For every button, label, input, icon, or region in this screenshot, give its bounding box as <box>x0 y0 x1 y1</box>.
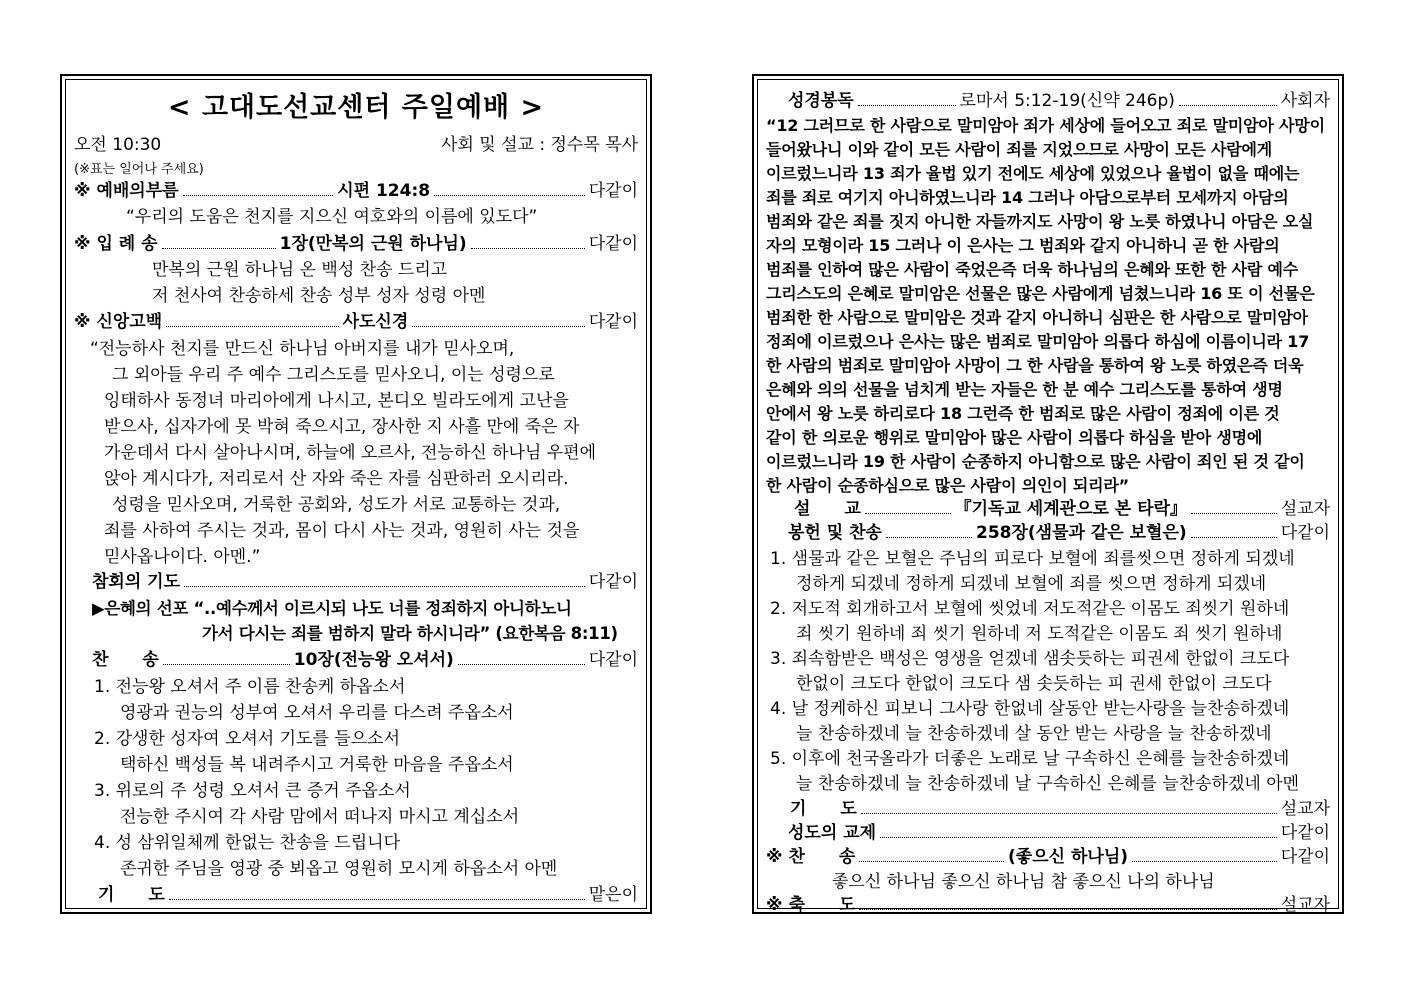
leader-dots <box>412 326 584 327</box>
hymn-verse: 영광과 권능의 성부여 오셔서 우리를 다스려 주옵소서 <box>120 703 514 723</box>
leader-dots <box>859 861 1004 862</box>
call-to-worship-text: “우리의 도움은 천지를 지으신 여호와의 이름에 있도다” <box>126 207 538 227</box>
closing-hymn-title: (좋으신 하나님) <box>1008 847 1129 867</box>
repentance-prayer-who: 다같이 <box>588 572 638 592</box>
call-to-worship-ref: 시편 124:8 <box>337 181 431 201</box>
leader-dots <box>169 899 585 900</box>
leader-dots <box>865 513 951 514</box>
scripture-line: 이르렀느니라 13 죄가 율법 있기 전에도 세상에 있었으나 율법이 없을 때에는 <box>766 164 1300 183</box>
leader-dots <box>880 837 1277 838</box>
prayer-who: 맡은이 <box>588 885 638 905</box>
leader-dots <box>1191 537 1277 538</box>
creed-title: 사도신경 <box>342 312 409 332</box>
standing-note: (※표는 일어나 주세요) <box>74 162 204 177</box>
offering-hymn-verse: 4. 날 정케하신 피보니 그사랑 한없네 살동안 받는사랑을 늘찬송하겠네 <box>770 699 1290 719</box>
offering-hymn-verse: 1. 샘물과 같은 보혈은 주님의 피로다 보혈에 죄를씻으면 정하게 되겠네 <box>770 549 1295 569</box>
prayer-row <box>766 798 1330 820</box>
creed-who: 다같이 <box>588 312 638 332</box>
sermon-row <box>766 498 1330 520</box>
offering-hymn-verse: 늘 찬송하겠네 늘 찬송하겠네 날 구속하신 은혜를 늘찬송하겠네 아멘 <box>796 774 1300 794</box>
scripture-line: 그리스도의 은혜로 말미암은 선물은 많은 사람에게 넘쳤느니라 16 또 이 선물은 <box>766 284 1315 303</box>
hymn-who: 다같이 <box>588 650 638 670</box>
offering-hymn-verse: 죄 씻기 원하네 죄 씻기 원하네 저 도적같은 이몸도 죄 씻기 원하네 <box>796 624 1283 644</box>
prayer-row <box>74 884 638 906</box>
scripture-line: 범죄를 인하여 많은 사람이 죽었은즉 더욱 하나님의 은혜와 또한 한 사람 예수 <box>766 260 1299 279</box>
offering-who: 다같이 <box>1280 523 1330 543</box>
leader-dots <box>1132 861 1277 862</box>
left-bulletin-page <box>60 74 652 914</box>
prayer-label: 기 도 <box>98 885 165 905</box>
benediction-row <box>766 894 1330 916</box>
creed-line: 가운데서 다시 살아나시며, 하늘에 오르사, 전능하신 하나님 우편에 <box>104 443 597 463</box>
service-leader: 사회 및 설교 : 정수목 목사 <box>441 135 638 155</box>
hymn-verse: 3. 위로의 주 성령 오셔서 큰 증거 주옵소서 <box>94 781 411 801</box>
offering-label: 봉헌 및 찬송 <box>788 523 882 543</box>
leader-dots <box>886 537 972 538</box>
leader-dots <box>471 248 585 249</box>
offering-hymn-verse: 3. 죄속함받은 백성은 영생을 얻겠네 샘솟듯하는 피권세 한없이 크도다 <box>770 649 1290 669</box>
fellowship-who: 다같이 <box>1280 823 1330 843</box>
scripture-line: 자의 모형이라 15 그러나 이 은사는 그 범죄와 같지 아니하니 곧 한 사람의 <box>766 236 1280 255</box>
grace-declaration-line1: ▶은혜의 선포 “..예수께서 이르시되 나도 너를 정죄하지 아니하노니 <box>92 599 572 618</box>
scripture-line: 한 사람이 순종하심으로 많은 사람이 의인이 되리라” <box>766 476 1129 495</box>
entrance-hymn-row <box>74 233 638 255</box>
hymn-label: 찬 송 <box>92 650 159 670</box>
call-to-worship-label: ※ 예배의부름 <box>74 181 179 201</box>
repentance-prayer-row <box>74 571 638 593</box>
prayer-label: 기 도 <box>790 799 857 819</box>
creed-line: 성령을 믿사오며, 거룩한 공회와, 성도가 서로 교통하는 것과, <box>112 495 561 515</box>
closing-hymn-row <box>766 846 1330 868</box>
scripture-reading-label: 성경봉독 <box>788 91 854 111</box>
scripture-reading-ref: 로마서 5:12-19(신약 246p) <box>959 91 1175 111</box>
entrance-hymn-label: ※ 입 례 송 <box>74 234 158 254</box>
sermon-who: 설교자 <box>1280 499 1331 519</box>
leader-dots <box>434 195 585 196</box>
closing-hymn-line: 좋으신 하나님 좋으신 하나님 참 좋으신 나의 하나님 <box>832 872 1215 892</box>
leader-dots <box>163 664 290 665</box>
call-to-worship-row <box>74 180 638 202</box>
leader-dots <box>183 195 334 196</box>
scripture-reading-row <box>766 90 1330 112</box>
grace-declaration-line2: 가서 다시는 죄를 범하지 말라 하시니라” (요한복음 8:11) <box>202 624 618 643</box>
hymn-row <box>74 649 638 671</box>
creed-line: 믿사옵나이다. 아멘.” <box>104 547 261 567</box>
creed-line: “전능하사 천지를 만드신 하나님 아버지를 내가 믿사오며, <box>90 339 515 359</box>
entrance-hymn-title: 1장(만복의 근원 하나님) <box>279 234 467 254</box>
offering-hymn-title: 258장(샘물과 같은 보혈은) <box>976 523 1187 543</box>
entrance-hymn-who: 다같이 <box>588 234 639 254</box>
hymn-title: 10장(전능왕 오셔서) <box>293 650 454 670</box>
scripture-line: 죄를 죄로 여기지 아니하였느니라 14 그러나 아담으로부터 모세까지 아담의 <box>766 188 1289 207</box>
hymn-verse: 4. 성 삼위일체께 한없는 찬송을 드립니다 <box>94 833 400 853</box>
service-info-row <box>74 134 638 156</box>
leader-dots <box>1179 105 1277 106</box>
entrance-hymn-line: 만복의 근원 하나님 온 백성 찬송 드리고 <box>152 260 448 280</box>
hymn-verse: 2. 강생한 성자여 오셔서 기도를 들으소서 <box>94 729 400 749</box>
leader-dots <box>166 326 338 327</box>
creed-line: 죄를 사하여 주시는 것과, 몸이 다시 사는 것과, 영원히 사는 것을 <box>104 521 580 541</box>
call-to-worship-who: 다같이 <box>588 181 639 201</box>
creed-line: 잉태하사 동정녀 마리아에게 나시고, 본디오 빌라도에게 고난을 <box>104 391 569 411</box>
prayer-who: 설교자 <box>1280 799 1330 819</box>
hymn-verse: 존귀한 주님을 영광 중 뵈옵고 영원히 모시게 하옵소서 아멘 <box>120 859 558 879</box>
hymn-verse: 전능한 주시여 각 사람 맘에서 떠나지 마시고 계십소서 <box>120 807 520 827</box>
service-time: 오전 10:30 <box>74 135 162 155</box>
offering-hymn-verse: 늘 찬송하겠네 늘 찬송하겠네 살 동안 받는 사랑을 늘 찬송하겠네 <box>796 724 1272 744</box>
creed-row <box>74 311 638 333</box>
entrance-hymn-line: 저 천사여 찬송하세 찬송 성부 성자 성령 아멘 <box>152 286 486 306</box>
scripture-line: 정죄에 이르렀으나 은사는 많은 범죄로 말미암아 의롭다 하심에 이름이니라 17 <box>766 332 1310 351</box>
hymn-verse: 택하신 백성들 복 내려주시고 거룩한 마음을 주옵소서 <box>120 755 514 775</box>
hymn-verse: 1. 전능왕 오셔서 주 이름 찬송케 하옵소서 <box>94 677 406 697</box>
scripture-line: 안에서 왕 노릇 하리로다 18 그런즉 한 범죄로 많은 사람이 정죄에 이른 것 <box>766 404 1280 423</box>
fellowship-row <box>766 822 1330 844</box>
leader-dots <box>1191 513 1277 514</box>
scripture-line: 한 사람의 범죄로 말미암아 사망이 그 한 사람을 통하여 왕 노릇 하였은즉 더욱 <box>766 356 1304 375</box>
leader-dots <box>162 248 276 249</box>
offering-hymn-verse: 한없이 크도다 한없이 크도다 샘 솟듯하는 피 권세 한없이 크도다 <box>796 674 1272 694</box>
closing-hymn-who: 다같이 <box>1280 847 1331 867</box>
repentance-prayer-label: 참회의 기도 <box>92 572 181 592</box>
creed-line: 그 외아들 우리 주 예수 그리스도를 믿사오니, 이는 성령으로 <box>112 365 555 385</box>
sermon-label: 설 교 <box>794 499 861 519</box>
leader-dots <box>458 664 585 665</box>
scripture-line: 이르렀느니라 19 한 사람이 순종하지 아니함으로 많은 사람이 죄인 된 것 같이 <box>766 452 1305 471</box>
offering-hymn-verse: 정하게 되겠네 정하게 되겠네 보혈에 죄를 씻으면 정하게 되겠네 <box>796 574 1267 594</box>
benediction-label: ※ 축 도 <box>766 895 856 915</box>
scripture-line: 범죄와 같은 죄를 짓지 아니한 자들까지도 사망이 왕 노릇 하였나니 아담은 오실 <box>766 212 1314 231</box>
right-bulletin-page <box>752 74 1344 914</box>
scripture-line: 들어왔나니 이와 같이 모든 사람이 죄를 지었으므로 사망이 모든 사람에게 <box>766 140 1273 159</box>
closing-hymn-label: ※ 찬 송 <box>766 847 856 867</box>
creed-line: 받으사, 십자가에 못 박혀 죽으시고, 장사한 지 사흘 만에 죽은 자 <box>104 417 580 437</box>
offering-hymn-verse: 5. 이후에 천국올라가 더좋은 노래로 날 구속하신 은혜를 늘찬송하겠네 <box>770 749 1290 769</box>
leader-dots <box>859 909 1276 910</box>
scripture-line: 은혜와 의의 선물을 넘치게 받는 자들은 한 분 예수 그리스도를 통하여 생명 <box>766 380 1283 399</box>
scripture-line: “12 그러므로 한 사람으로 말미암아 죄가 세상에 들어오고 죄로 말미암아 사망이 <box>766 116 1325 135</box>
leader-dots <box>184 586 585 587</box>
offering-row <box>766 522 1330 544</box>
scripture-reading-who: 사회자 <box>1280 91 1331 111</box>
offering-hymn-verse: 2. 저도적 회개하고서 보혈에 씻었네 저도적같은 이몸도 죄씻기 원하네 <box>770 599 1290 619</box>
leader-dots <box>861 813 1277 814</box>
sermon-title: 『기독교 세계관으로 본 타락』 <box>954 499 1187 519</box>
fellowship-label: 성도의 교제 <box>788 823 877 843</box>
creed-line: 앉아 계시다가, 저리로서 산 자와 죽은 자를 심판하러 오시리라. <box>104 469 569 489</box>
leader-dots <box>858 105 956 106</box>
scripture-line: 같이 한 의로운 행위로 말미암아 많은 사람이 의롭다 하심을 받아 생명에 <box>766 428 1263 447</box>
benediction-who: 설교자 <box>1280 895 1330 915</box>
scripture-line: 범죄한 한 사람으로 말미암은 것과 같지 아니하니 심판은 한 사람으로 말미암아 <box>766 308 1308 327</box>
creed-label: ※ 신앙고백 <box>74 312 163 332</box>
bulletin-title: < 고대도선교센터 주일예배 > <box>167 92 545 123</box>
